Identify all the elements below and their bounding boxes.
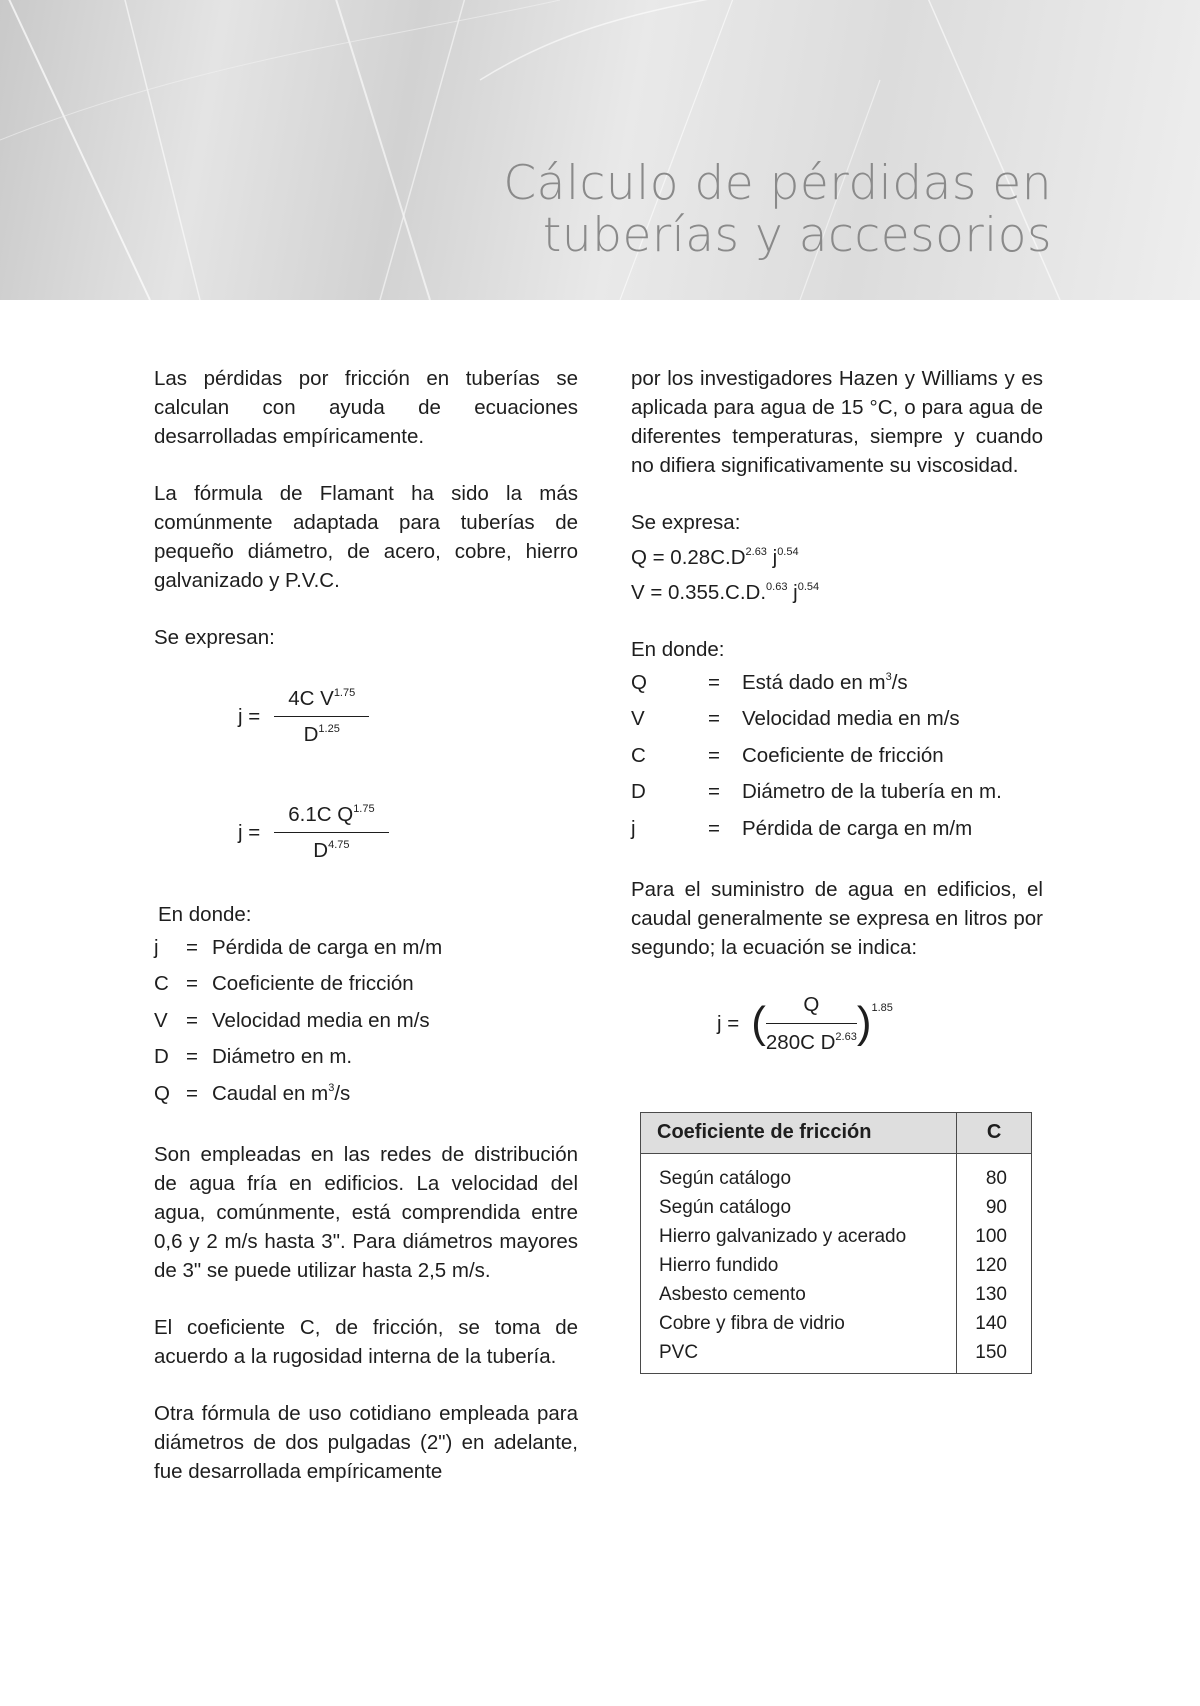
formula-exponent: 1.75 [333, 687, 356, 699]
definition-row: C = Coeficiente de fricción [631, 743, 944, 767]
table-header-material: Coeficiente de fricción [641, 1112, 957, 1153]
right-definitions [631, 664, 1043, 847]
table-row: Según catálogo 90 [641, 1193, 1032, 1222]
hazen-paragraph: por los investigadores Hazen y Williams y es aplicada para agua de 15 °C, o para agua de diferentes temperaturas, siempre y cuando no difiera significativamente su viscosidad. [631, 367, 1043, 477]
left-definitions [154, 929, 578, 1112]
table-row: Según catálogo 80 [641, 1153, 1032, 1193]
table-row: Hierro fundido 120 [641, 1251, 1032, 1280]
en-donde-label: En donde: [631, 638, 725, 661]
header-banner [0, 0, 1200, 300]
hazen-intro-paragraph: Otra fórmula de uso cotidiano empleada para diámetros de dos pulgadas (2") en adelante, fue desarrollada empíricamente [154, 1401, 578, 1483]
table-row: Cobre y fibra de vidrio 140 [641, 1309, 1032, 1338]
definition-row: Q = Está dado en $m^3/s$ [631, 670, 908, 694]
formula-exponent: 1.25 [318, 723, 340, 735]
table-row: PVC 150 [641, 1338, 1032, 1374]
formula-denominator: D [313, 839, 329, 862]
se-expresa-label: Se expresa: [631, 511, 741, 534]
close-paren: ) [856, 998, 872, 1047]
table-header-c: C [957, 1112, 1032, 1153]
definition-row: Q = Caudal en $m^3/s$ [154, 1081, 351, 1105]
formula-lhs: j = [238, 821, 261, 844]
right-column [631, 364, 1043, 1374]
definition-row: V = Velocidad media en m/s [154, 1008, 430, 1032]
definition-row: D = Diámetro de la tubería en m. [631, 780, 1002, 804]
se-expresan-label: Se expresan: [154, 626, 275, 649]
definition-row: j = Pérdida de carga en m/m [631, 816, 973, 840]
formula-lhs: j = [238, 705, 261, 728]
flamant-paragraph: La fórmula de Flamant ha sido la más comúnmente adaptada para tuberías de pequeño diámetro, de acero, cobre, hierro galvanizado y P.V.C. [154, 482, 578, 592]
supply-paragraph: Para el suministro de agua en edificios, el caudal generalmente se expresa en litros por segundo; la ecuación se indica: [631, 877, 1043, 959]
definition-row: D = Diámetro en m. [154, 1045, 353, 1069]
title-line-2: tuberías y accesorios [542, 208, 1052, 263]
left-column [154, 364, 578, 1514]
formula-numerator: Q [766, 990, 857, 1024]
formula-numerator: 4C V [288, 687, 334, 710]
table-row: Hierro galvanizado y acerado 100 [641, 1222, 1032, 1251]
hazen-litres-equation [631, 990, 1043, 1068]
title-line-1: Cálculo de pérdidas en [503, 156, 1052, 211]
en-donde-label: En donde: [158, 903, 252, 926]
intro-paragraph: Las pérdidas por fricción en tuberías se calculan con ayuda de ecuaciones desarrolladas empíricamente. [154, 367, 578, 448]
usage-paragraph: Son empleadas en las redes de distribución de agua fría en edificios. La velocidad del agua, comúnmente, está comprendida entre 0,6 y 2 m/s hasta 3". Para diámetros mayores de 3" se puede utilizar hasta 2,5 m/s. [154, 1142, 578, 1282]
formula-denominator: D [303, 723, 319, 746]
friction-coefficient-table [640, 1112, 1032, 1374]
formula-denominator: 280C D [765, 1030, 836, 1054]
table-header-row [641, 1112, 1032, 1153]
definition-row: V = Velocidad media en m/s [631, 707, 960, 731]
hazen-equation-velocity: V = 0.355.C.D.$^{0.63}$ $j^{0.54}$ [631, 581, 820, 604]
flamant-formula-velocity [154, 680, 578, 800]
formula-exponent: 4.75 [328, 839, 350, 851]
hazen-equation-flow: $Q = 0.28C.D^{2.63}$ $j^{0.54}$ [631, 546, 799, 569]
coefficient-paragraph: El coeficiente C, de fricción, se toma de acuerdo a la rugosidad interna de la tubería. [154, 1315, 578, 1368]
table-row: Asbesto cemento 130 [641, 1280, 1032, 1309]
formula-numerator: 6.1C Q [288, 803, 354, 826]
formula-exponent: 1.85 [871, 1001, 893, 1014]
formula-exponent: 2.63 [835, 1030, 857, 1043]
formula-exponent: 1.75 [353, 803, 375, 815]
page-title [503, 158, 1052, 262]
definition-row: j = Pérdida de carga en m/m [154, 935, 443, 959]
flamant-formula-flow [154, 800, 578, 900]
open-paren: ( [751, 998, 766, 1047]
formula-lhs: j = [717, 1011, 740, 1035]
definition-row: C = Coeficiente de fricción [154, 972, 414, 996]
